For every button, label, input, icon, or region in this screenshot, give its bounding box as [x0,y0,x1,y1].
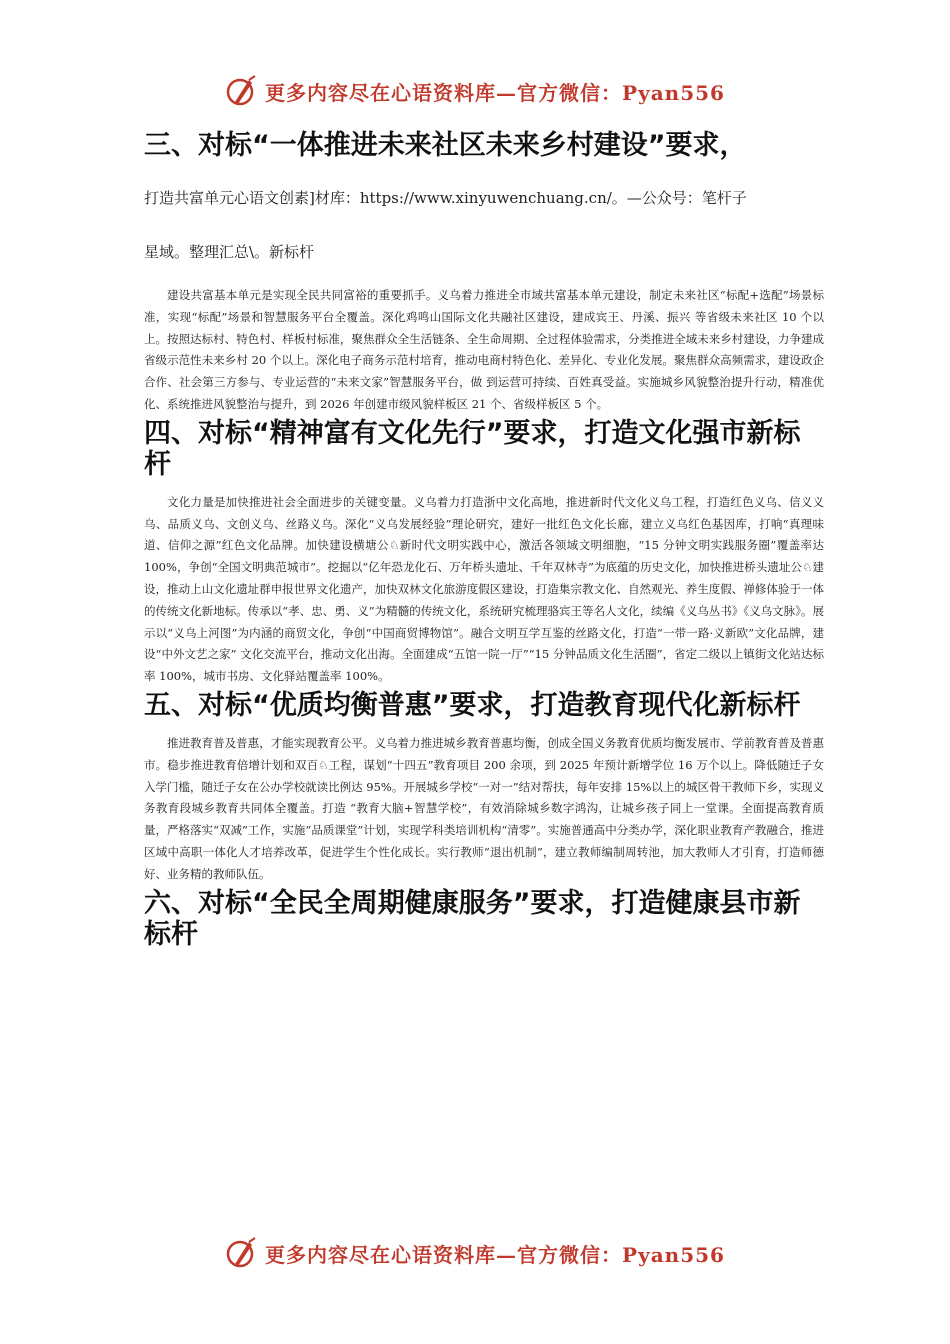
section-3-meta-line-1: 打造共富单元心语文创素]材库：https://www.xinyuwenchuang.cn/。—公众号：笔杆子 [144,189,747,207]
section-4-paragraph: 文化力量是加快推进社会全面进步的关键变量。义乌着力打造浙中文化高地，推进新时代文化义乌工程，打造红色义乌、信义义乌、品质义乌、文创义乌、丝路义乌。深化“义乌发展经验”理论研究，建好一批红色文化长廊，建立义乌红色基因库，打响“真理味道、信仰之源”红色文化品牌。加快建设横塘公♘新时代文明实践中心，激活各领域文明细胞，“15 分钟文明实践服务圈”覆盖率达 100%，争创“全国文明典范城市”。挖掘以“亿年恐龙化石、万年桥头遗址、千年双林寺”为底蕴的历史文化，加快推进桥头遗址公♘建设，推动上山文化遗址群申报世界文化遗产，加快双林文化旅游度假区建设，打造集宗教文化、自然观光、养生度假、禅修体验于一体的传统文化新地标。传承以“孝、忠、勇、义”为精髓的传统文化，系统研究梳理骆宾王等名人文化，续编《义乌丛书》《义乌文脉》。展示以“义乌上河图”为内涵的商贸文化，争创“中国商贸博物馆”。融合文明互学互鉴的丝路文化，打造“一带一路·义新欧”文化品牌，建设“中外文艺之家” 文化交流平台，推动文化出海。全面建成“五馆一院一厅”“15 分钟品质文化生活圈”，省定二级以上镇街文化站达标率 100%，城市书房、文化驿站覆盖率 100%。 [144,494,824,684]
section-6-heading: 六、对标“全民全周期健康服务”要求，打造健康县市新标杆 [144,887,801,950]
quill-pen-logo-icon [225,74,259,108]
section-5-heading: 五、对标“优质均衡普惠”要求，打造教育现代化新标杆 [144,689,801,721]
document-body [144,130,824,962]
section-3-meta-line-2: 星域。整理汇总\。新标杆 [144,243,315,261]
section-3-heading: 三、对标“一体推进未来社区未来乡村建设”要求， [144,130,747,161]
banner-text: 更多内容尽在心语资料库—官方微信：Pyan556 [265,80,725,105]
quill-pen-logo-icon [225,1236,259,1270]
section-4-heading: 四、对标“精神富有文化先行”要求，打造文化强市新标杆 [144,417,801,480]
footer-banner [0,1236,950,1270]
banner-text: 更多内容尽在心语资料库—官方微信：Pyan556 [265,1242,725,1267]
section-3-paragraph: 建设共富基本单元是实现全民共同富裕的重要抓手。义乌着力推进全市域共富基本单元建设，制定未来社区“标配+选配”场景标准，实现“标配”场景和智慧服务平台全覆盖。深化鸡鸣山国际文化共融社区建设，建成宾王、丹溪、振兴 等省级未来社区 10 个以上。按照达标村、特色村、样板村标准，聚焦群众全生活链条、全生命周期、全过程体验需求，分类推进全域未来乡村建设，力争建成省级示范性未来乡村 20 个以上。深化电子商务示范村培育，推动电商村特色化、差异化、专业化发展。聚焦群众高频需求，建设政企合作、社会第三方参与、专业运营的“未来文家”智慧服务平台，做 到运营可持续、百姓真受益。实施城乡风貌整治提升行动，精准优化、系统推进风貌整治与提升，到 2026 年创建市级风貌样板区 21 个、省级样板区 5 个。 [144,288,824,411]
section-5-paragraph: 推进教育普及普惠，才能实现教育公平。义乌着力推进城乡教育普惠均衡，创成全国义务教育优质均衡发展市、学前教育普及普惠市。稳步推进教育倍增计划和双百♘工程，谋划“十四五”教育项目 200 余项，到 2025 年预计新增学位 16 万个以上。降低随迁子女入学门槛，随迁子女在公办学校就读比例达 95%。开展城乡学校“一对一”结对帮扶，每年安排 15%以上的城区骨干教师下乡，实现义务教育段城乡教育共同体全覆盖。打造 “教育大脑+智慧学校”，有效消除城乡数字鸿沟，让城乡孩子同上一堂课。全面提高教育质量，严格落实“双减”工作，实施“品质课堂”计划，实现学科类培训机构“清零”。实施普通高中分类办学，深化职业教育产教融合，推进区域中高职一体化人才培养改革，促进学生个性化成长。实行教师“退出机制”，建立教师编制周转池，加大教师人才引育，打造师德好、业务精的教师队伍。 [144,735,824,881]
header-banner [0,74,950,108]
